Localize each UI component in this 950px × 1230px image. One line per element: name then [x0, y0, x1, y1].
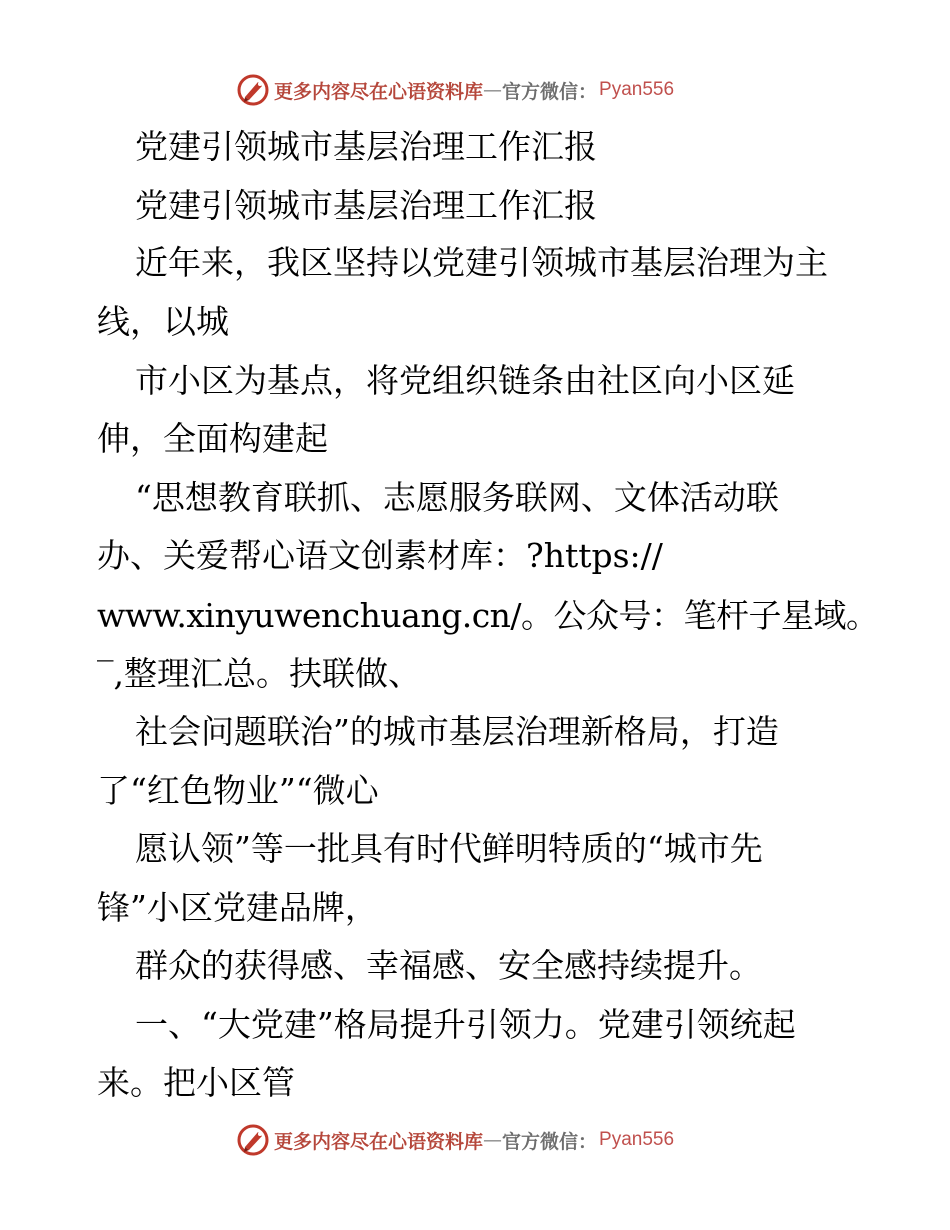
footer-banner: [236, 1120, 674, 1160]
body-line: 锋”小区党建品牌，: [97, 888, 378, 927]
body-line: ‾,整理汇总。扶联做、: [97, 654, 421, 693]
body-line: 来。把小区管: [97, 1063, 295, 1102]
body-line: 线，以城: [97, 302, 229, 341]
banner-text: 更多内容尽在心语资料库: [274, 80, 484, 103]
body-line: 愿认领”等一批具有时代鲜明特质的“城市先: [135, 829, 763, 868]
body-line: 群众的获得感、幸福感、安全感持续提升。: [135, 946, 762, 985]
banner-wechat-id: Pyan556: [599, 1129, 675, 1150]
body-line: 近年来，我区坚持以党建引领城市基层治理为主: [135, 243, 828, 282]
section-heading-line: 一、“大党建”格局提升引领力。党建引领统起: [135, 1005, 796, 1044]
brand-logo-icon: [236, 73, 270, 107]
banner-separator: —: [483, 79, 503, 101]
doc-title-line: 党建引领城市基层治理工作汇报: [135, 127, 597, 166]
body-line: “思想教育联抓、志愿服务联网、文体活动联: [135, 478, 779, 517]
banner-text: 更多内容尽在心语资料库: [274, 1130, 484, 1153]
doc-title-line-repeat: 党建引领城市基层治理工作汇报: [135, 186, 597, 225]
body-line-url: www.xinyuwenchuang.cn/。公众号：笔杆子星域。: [97, 596, 879, 635]
body-line: 办、关爱帮心语文创素材库：?https://: [97, 536, 663, 575]
banner-official-label: 官方微信：: [502, 80, 598, 103]
banner-separator: —: [483, 1129, 503, 1151]
body-line: 伸，全面构建起: [97, 419, 328, 458]
body-line: 社会问题联治”的城市基层治理新格局，打造: [135, 712, 779, 751]
banner-official-label: 官方微信：: [502, 1130, 598, 1153]
body-line: 了“红色物业”“微心: [97, 771, 379, 810]
header-banner: [236, 70, 674, 110]
brand-logo-icon: [236, 1123, 270, 1157]
body-line: 市小区为基点，将党组织链条由社区向小区延: [135, 361, 795, 400]
banner-wechat-id: Pyan556: [599, 79, 675, 100]
